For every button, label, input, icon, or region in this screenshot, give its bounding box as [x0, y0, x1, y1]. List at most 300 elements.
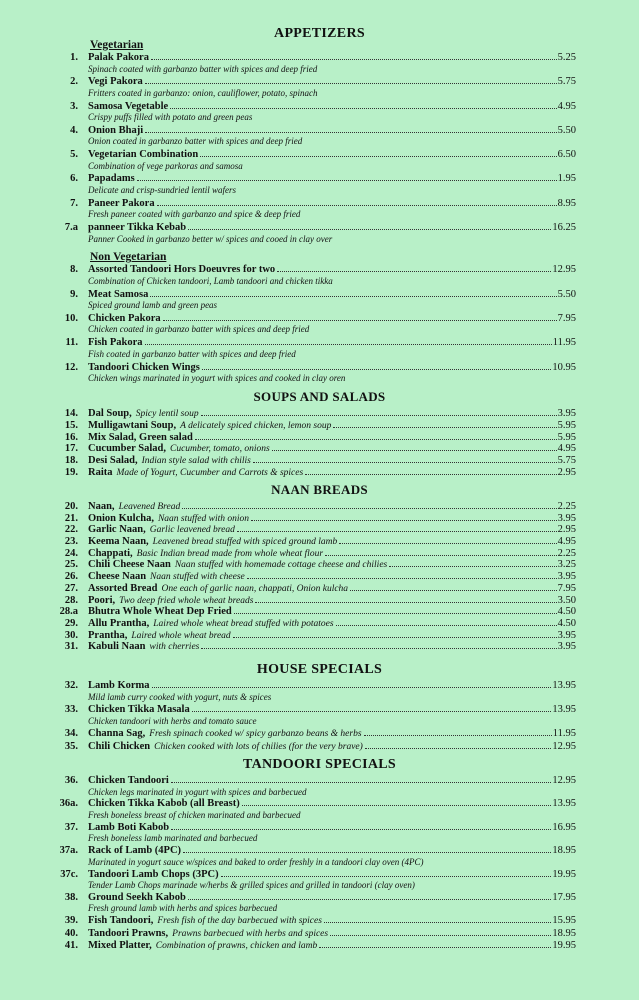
dot-leader: [150, 296, 556, 297]
dot-leader: [365, 748, 552, 749]
item-name: Vegetarian Combination: [88, 149, 199, 161]
item-name: Vegi Pakora: [88, 76, 143, 88]
menu-item: [0, 548, 639, 560]
item-name: Lamb Boti Kabob: [88, 821, 170, 833]
item-number: 3.: [70, 100, 78, 112]
item-number: 6.: [70, 173, 78, 185]
item-line: [88, 940, 576, 952]
menu-item: [0, 606, 639, 618]
item-number: 21.: [64, 512, 78, 524]
dot-leader: [192, 711, 552, 712]
item-description: Onion coated in garbanzo batter with spices and deep fried: [88, 136, 303, 147]
menu-item: [0, 798, 639, 821]
house-title: HOUSE SPECIALS: [256, 662, 383, 677]
item-line: [88, 845, 576, 857]
dot-leader: [188, 899, 552, 900]
dot-leader: [350, 590, 557, 591]
menu-item: [0, 595, 639, 607]
dot-leader: [251, 520, 557, 521]
item-number: 29.: [64, 617, 78, 629]
house-inline-list: [0, 728, 639, 753]
item-description: Chicken cooked with lots of chilies (for the very brave): [154, 741, 363, 752]
item-name: Samosa Vegetable: [88, 100, 169, 112]
item-name: Paneer Pakora: [88, 197, 155, 209]
item-price: 18.95: [552, 927, 576, 939]
dot-leader: [171, 782, 552, 783]
item-number: 37c.: [60, 868, 78, 880]
item-price: 5.25: [557, 52, 576, 63]
item-number: 9.: [70, 288, 78, 300]
item-number: 28.: [64, 594, 78, 606]
item-line: [88, 595, 576, 607]
menu-item: [0, 915, 639, 927]
dot-leader: [170, 108, 556, 109]
dot-leader: [255, 602, 556, 603]
menu-item: [0, 641, 639, 653]
dot-leader: [182, 508, 556, 509]
item-price: 11.95: [552, 337, 576, 349]
dot-leader: [389, 566, 556, 567]
item-description: Cucumber, tomato, onions: [170, 444, 270, 455]
item-name: Fish Pakora: [88, 337, 143, 349]
menu-item: [0, 728, 639, 741]
item-number: 38.: [64, 891, 78, 903]
item-description: Fresh boneless breast of chicken marinated and barbecued: [88, 809, 301, 820]
item-price: 13.95: [552, 680, 576, 691]
item-price: 4.95: [557, 536, 576, 548]
menu-item: [0, 618, 639, 630]
item-name: Onion Kulcha,: [88, 512, 154, 524]
dot-leader: [200, 156, 556, 157]
item-price: 13.95: [552, 704, 576, 715]
item-price: 1.95: [557, 173, 576, 185]
item-name: Meat Samosa: [88, 288, 149, 300]
item-line: [88, 680, 576, 692]
item-number: 2.: [70, 76, 78, 88]
item-price: 2.25: [557, 501, 576, 512]
dot-leader: [333, 427, 556, 428]
item-description: Fresh boneless lamb marinated and barbecued: [88, 833, 258, 844]
menu-item: [0, 869, 639, 892]
item-description: Laired whole wheat bread stuffed with potatoes: [153, 618, 334, 629]
item-number: 23.: [64, 536, 78, 548]
item-number: 15.: [64, 419, 78, 431]
menu-item: [0, 775, 639, 798]
menu-item: [0, 420, 639, 432]
item-description: Chicken wings marinated in yogurt with spices and cooked in clay oren: [88, 373, 346, 384]
item-line: [88, 915, 576, 927]
item-number: 34.: [64, 728, 78, 739]
item-price: 7.95: [557, 312, 576, 324]
dot-leader: [272, 450, 557, 451]
item-price: 10.95: [552, 361, 576, 373]
dot-leader: [233, 637, 557, 638]
naan-list: [0, 501, 639, 653]
item-number: 39.: [64, 915, 78, 927]
vegetarian-list: [0, 52, 639, 246]
item-description: Chicken coated in garbanzo batter with spices and deep fried: [88, 324, 310, 335]
item-price: 2.95: [557, 466, 576, 478]
item-description: Fresh spinach cooked w/ spicy garbanzo beans & herbs: [149, 729, 362, 739]
menu-item: [0, 101, 639, 125]
item-description: Prawns barbecued with herbs and spices: [172, 928, 329, 939]
item-line: [88, 704, 576, 716]
item-number: 10.: [64, 312, 78, 324]
item-description: Fresh ground lamb with herbs and spices barbecued: [88, 903, 278, 914]
item-description: Delicate and crisp-sundried lentil wafers: [88, 184, 236, 195]
item-number: 24.: [64, 547, 78, 559]
dot-leader: [324, 922, 551, 923]
dot-leader: [195, 439, 557, 440]
menu-item: [0, 362, 639, 386]
item-description: Fish coated in garbanzo batter with spices and deep fried: [88, 348, 296, 359]
item-price: 4.95: [557, 443, 576, 455]
item-description: Naan stuffed with homemade cottage cheese and chilies: [174, 560, 388, 571]
item-line: [88, 536, 576, 548]
item-line: [88, 408, 576, 420]
house-section: [0, 662, 639, 753]
item-name: Dal Soup,: [88, 408, 132, 419]
dot-leader: [325, 555, 557, 556]
menu-item: [0, 741, 639, 754]
item-description: Naan stuffed with cheese: [150, 572, 245, 583]
item-name: Cheese Naan: [88, 571, 147, 583]
appetizers-section: [0, 26, 639, 386]
item-number: 22.: [64, 524, 78, 536]
item-name: Naan,: [88, 501, 115, 512]
item-description: Spicy lentil soup: [135, 409, 199, 419]
item-number: 35.: [64, 740, 78, 752]
item-name: Ground Seekh Kabob: [88, 891, 186, 903]
item-description: Fresh paneer coated with garbanzo and spice & deep fried: [88, 209, 301, 220]
item-name: Mulligawtani Soup,: [88, 419, 177, 431]
item-number: 19.: [64, 466, 78, 478]
item-line: [88, 559, 576, 571]
item-description: Spinach coated with garbanzo batter with spices and deep fried: [88, 63, 318, 74]
item-price: 19.95: [552, 868, 576, 880]
menu-item: [0, 313, 639, 337]
item-description: Laired whole wheat bread: [131, 630, 231, 641]
item-line: [88, 571, 576, 583]
dot-leader: [242, 805, 552, 806]
item-name: Chappati,: [88, 547, 133, 559]
item-description: Two deep fried whole wheat breads: [119, 595, 254, 606]
item-line: [88, 467, 576, 479]
item-name: Chicken Tikka Masala: [88, 704, 190, 715]
item-number: 33.: [64, 704, 78, 715]
dot-leader: [157, 205, 557, 206]
dot-leader: [145, 132, 556, 133]
dot-leader: [305, 474, 556, 475]
item-line: [88, 313, 576, 325]
item-line: [88, 822, 576, 834]
item-price: 5.50: [557, 288, 576, 300]
item-line: [88, 892, 576, 904]
item-line: [88, 443, 576, 455]
item-line: [88, 798, 576, 810]
dot-leader: [151, 59, 557, 60]
item-line: [88, 362, 576, 374]
item-number: 36.: [64, 775, 78, 786]
item-name: Tandoori Prawns,: [88, 927, 169, 939]
dot-leader: [364, 735, 552, 736]
item-price: 3.95: [557, 408, 576, 419]
item-number: 28.a: [59, 606, 78, 618]
item-name: Channa Sag,: [88, 728, 146, 739]
item-name: Kabuli Naan: [88, 641, 146, 653]
menu-item: [0, 443, 639, 455]
item-line: [88, 583, 576, 595]
dot-leader: [247, 578, 557, 579]
item-description: Combination of Chicken tandoori, Lamb tandoori and chicken tikka: [88, 275, 333, 286]
item-number: 20.: [64, 501, 78, 512]
item-price: 19.95: [552, 939, 576, 951]
item-number: 17.: [64, 443, 78, 455]
item-number: 7.a: [64, 222, 78, 234]
item-line: [88, 630, 576, 642]
item-name: Chili Chicken: [88, 740, 151, 752]
item-description: Garlic leavened bread: [149, 525, 235, 536]
menu-item: [0, 173, 639, 197]
item-number: 30.: [64, 629, 78, 641]
item-name: Fish Tandoori,: [88, 915, 154, 927]
item-name: Chili Cheese Naan: [88, 559, 171, 571]
item-number: 16.: [64, 431, 78, 443]
soups-list: [0, 408, 639, 479]
item-number: 37a.: [59, 845, 78, 857]
item-line: [88, 524, 576, 536]
item-price: 5.50: [557, 124, 576, 136]
dot-leader: [152, 687, 552, 688]
item-description: A delicately spiced chicken, lemon soup: [180, 420, 332, 431]
item-number: 12.: [64, 361, 78, 373]
item-line: [88, 222, 576, 234]
item-name: Bhutra Whole Wheat Dep Fried: [88, 606, 232, 618]
item-line: [88, 76, 576, 88]
dot-leader: [234, 613, 557, 614]
item-name: Palak Pakora: [88, 52, 149, 63]
menu-item: [0, 513, 639, 525]
item-price: 7.95: [557, 582, 576, 594]
menu-item: [0, 76, 639, 100]
item-line: [88, 869, 576, 881]
menu-item: [0, 264, 639, 288]
menu-item: [0, 337, 639, 361]
item-number: 11.: [65, 337, 78, 349]
soups-title: SOUPS AND SALADS: [253, 389, 386, 404]
item-line: [88, 641, 576, 653]
item-description: Mild lamb curry cooked with yogurt, nuts & spices: [88, 691, 272, 702]
item-line: [88, 455, 576, 467]
item-name: Lamb Korma: [88, 680, 150, 691]
item-description: Basic Indian bread made from whole wheat flour: [136, 548, 324, 559]
item-name: Mixed Platter,: [88, 939, 152, 951]
dot-leader: [277, 271, 551, 272]
menu-item: [0, 408, 639, 420]
menu-item: [0, 149, 639, 173]
menu-item: [0, 52, 639, 76]
dot-leader: [336, 625, 557, 626]
dot-leader: [221, 876, 552, 877]
menu-item: [0, 704, 639, 728]
item-name: Assorted Tandoori Hors Doeuvres for two: [88, 264, 276, 276]
item-line: [88, 606, 576, 618]
item-line: [88, 198, 576, 210]
item-price: 16.25: [552, 222, 576, 234]
item-line: [88, 728, 576, 740]
item-price: 5.75: [557, 76, 576, 88]
item-price: 13.95: [552, 798, 576, 810]
house-list: [0, 680, 639, 728]
dot-leader: [163, 320, 557, 321]
menu-item: [0, 892, 639, 915]
item-description: Spiced ground lamb and green peas: [88, 300, 218, 311]
item-line: [88, 548, 576, 560]
menu-item: [0, 289, 639, 313]
menu-item: [0, 455, 639, 467]
tandoori-section: [0, 757, 639, 952]
item-price: 5.95: [557, 431, 576, 443]
item-price: 2.25: [557, 547, 576, 559]
item-number: 32.: [64, 680, 78, 691]
item-price: 8.95: [557, 197, 576, 209]
item-description: Made of Yogurt, Cucumber and Carrots & spices: [116, 467, 304, 478]
dot-leader: [188, 229, 551, 230]
item-number: 27.: [64, 582, 78, 594]
menu-item: [0, 432, 639, 444]
item-name: Papadams: [88, 173, 135, 185]
dot-leader: [202, 369, 552, 370]
item-number: 40.: [64, 927, 78, 939]
item-name: Rack of Lamb (4PC): [88, 845, 182, 857]
item-number: 5.: [70, 149, 78, 161]
menu-item: [0, 845, 639, 868]
item-price: 4.50: [557, 617, 576, 629]
item-name: Prantha,: [88, 629, 128, 641]
item-price: 3.95: [557, 641, 576, 653]
item-line: [88, 125, 576, 137]
item-price: 5.75: [557, 455, 576, 467]
menu-item: [0, 680, 639, 704]
item-description: Chicken legs marinated in yogurt with spices and barbecued: [88, 786, 307, 797]
item-line: [88, 618, 576, 630]
item-description: Fritters coated in garbanzo: onion, cauliflower, potato, spinach: [88, 87, 318, 98]
item-price: 12.95: [552, 740, 576, 752]
item-name: Tandoori Chicken Wings: [88, 361, 200, 373]
item-name: Keema Naan,: [88, 536, 149, 548]
item-description: One each of garlic naan, chappati, Onion kulcha: [161, 583, 349, 594]
item-price: 5.95: [557, 419, 576, 431]
item-price: 3.95: [557, 512, 576, 524]
soups-section: [0, 389, 639, 479]
tandoori-inline-list: [0, 915, 639, 952]
menu-item: [0, 524, 639, 536]
item-number: 37.: [64, 821, 78, 833]
appetizers-title: APPETIZERS: [274, 26, 365, 41]
item-line: [88, 264, 576, 276]
tandoori-title: TANDOORI SPECIALS: [242, 757, 397, 772]
dot-leader: [171, 829, 551, 830]
item-number: 8.: [70, 264, 78, 276]
item-name: Mix Salad, Green salad: [88, 431, 193, 443]
item-price: 17.95: [552, 891, 576, 903]
menu-item: [0, 125, 639, 149]
menu-item: [0, 940, 639, 952]
item-line: [88, 741, 576, 753]
item-price: 4.95: [557, 100, 576, 112]
item-description: Panner Cooked in garbanzo better w/ spices and cooed in clay over: [88, 233, 333, 244]
item-line: [88, 928, 576, 940]
item-price: 3.50: [557, 594, 576, 606]
item-description: Fresh fish of the day barbecued with spices: [157, 916, 322, 927]
menu-item: [0, 583, 639, 595]
item-number: 31.: [64, 641, 78, 653]
item-price: 2.95: [557, 524, 576, 536]
item-number: 36a.: [59, 798, 78, 810]
item-line: [88, 289, 576, 301]
item-price: 3.25: [557, 559, 576, 571]
item-number: 26.: [64, 571, 78, 583]
item-line: [88, 52, 576, 64]
item-name: Desi Salad,: [88, 455, 138, 467]
tandoori-list: [0, 775, 639, 915]
menu-item: [0, 222, 639, 246]
item-line: [88, 501, 576, 513]
item-line: [88, 420, 576, 432]
item-number: 7.: [70, 197, 78, 209]
dot-leader: [137, 180, 557, 181]
item-description: Crispy puffs filled with potato and green peas: [88, 112, 253, 123]
item-line: [88, 513, 576, 525]
item-line: [88, 337, 576, 349]
item-price: 12.95: [552, 264, 576, 276]
item-line: [88, 775, 576, 787]
item-line: [88, 101, 576, 113]
menu-item: [0, 198, 639, 222]
item-number: 41.: [64, 939, 78, 951]
item-number: 18.: [64, 455, 78, 467]
item-line: [88, 149, 576, 161]
item-description: Leavened bread stuffed with spiced ground lamb: [152, 537, 338, 548]
non-vegetarian-list: [0, 264, 639, 385]
dot-leader: [183, 852, 551, 853]
menu-item: [0, 501, 639, 513]
item-description: with cherries: [149, 642, 200, 653]
item-price: 15.95: [552, 915, 576, 927]
item-price: 11.95: [552, 728, 576, 739]
menu-item: [0, 571, 639, 583]
item-line: [88, 173, 576, 185]
menu-item: [0, 559, 639, 571]
item-name: Onion Bhaji: [88, 124, 144, 136]
item-name: Cucumber Salad,: [88, 443, 166, 455]
item-name: Allu Prantha,: [88, 617, 150, 629]
item-name: Poori,: [88, 594, 116, 606]
item-name: Chicken Tikka Kabob (all Breast): [88, 798, 240, 810]
item-number: 25.: [64, 559, 78, 571]
dot-leader: [237, 531, 557, 532]
item-price: 4.50: [557, 606, 576, 618]
item-price: 18.95: [552, 845, 576, 857]
naan-section: [0, 482, 639, 653]
item-price: 12.95: [552, 775, 576, 786]
menu-item: [0, 928, 639, 940]
item-name: Chicken Tandoori: [88, 775, 169, 786]
dot-leader: [339, 543, 556, 544]
item-line: [88, 432, 576, 444]
item-description: Marinated in yogurt sauce w/spices and baked to order freshly in a tandoori clay oven (4PC): [88, 856, 424, 867]
item-price: 3.95: [557, 571, 576, 583]
